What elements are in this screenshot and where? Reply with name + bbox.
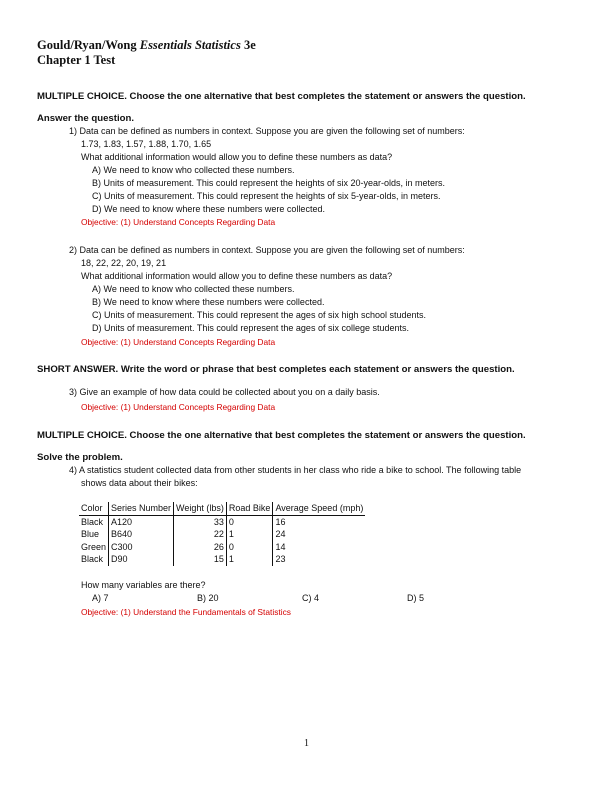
bike-data-table: [79, 502, 365, 566]
table-cell: D90: [109, 553, 174, 566]
table-cell: Blue: [79, 528, 109, 541]
title-authors: Gould/Ryan/Wong: [37, 38, 140, 52]
table-cell: 0: [226, 515, 273, 528]
answer-choice: C) Units of measurement. This could represent the ages of six high school students.: [92, 310, 427, 320]
objective-text: Objective: (1) Understand Concepts Regarding Data: [81, 337, 276, 347]
table-row: [79, 541, 365, 554]
question-number: 3): [69, 387, 78, 397]
question-2: [69, 244, 465, 257]
table-header-row: [79, 502, 365, 515]
chapter-title: Chapter 1 Test: [37, 53, 116, 67]
answer-choices-row: [92, 592, 512, 605]
objective-text: Objective: (1) Understand the Fundamentals of Statistics: [81, 607, 291, 617]
answer-choice: A) We need to know who collected these numbers.: [92, 165, 295, 175]
table-cell: 14: [275, 541, 286, 552]
column-header: Average Speed (mph): [273, 502, 365, 515]
question-stem: Give an example of how data could be collected about you on a daily basis.: [79, 387, 380, 397]
question-number: 4): [69, 465, 78, 475]
objective-text: Objective: (1) Understand Concepts Regarding Data: [81, 402, 276, 412]
section-subheading: Solve the problem.: [37, 452, 123, 463]
document-title: [37, 38, 256, 53]
table-cell: Black: [79, 515, 109, 528]
question-4: [69, 464, 521, 477]
question-stem: Data can be defined as numbers in context. Suppose you are given the following set of numbers:: [79, 126, 465, 136]
question-prompt: What additional information would allow you to define these numbers as data?: [81, 271, 393, 281]
objective-text: Objective: (1) Understand Concepts Regarding Data: [81, 217, 276, 227]
answer-choice: C) 4: [302, 593, 320, 603]
answer-choice: D) 5: [407, 593, 425, 603]
question-prompt: What additional information would allow you to define these numbers as data?: [81, 152, 393, 162]
section-heading-multiple-choice: MULTIPLE CHOICE. Choose the one alternative that best completes the statement or answers the question.: [37, 91, 526, 102]
column-header: Weight (lbs): [174, 502, 227, 515]
table-cell: C300: [109, 541, 174, 554]
answer-choice: B) 20: [197, 593, 219, 603]
table-cell: Green: [79, 541, 109, 554]
table-cell: 33: [174, 515, 227, 528]
question-data: 18, 22, 22, 20, 19, 21: [81, 258, 167, 268]
answer-choice: D) We need to know where these numbers were collected.: [92, 204, 325, 214]
question-data: 1.73, 1.83, 1.57, 1.88, 1.70, 1.65: [81, 139, 212, 149]
table-cell: 23: [275, 554, 286, 565]
table-cell: A120: [109, 515, 174, 528]
question-1: [69, 125, 465, 138]
answer-choice: A) We need to know who collected these numbers.: [92, 284, 295, 294]
question-number: 2): [69, 245, 78, 255]
table-cell: Black: [79, 553, 109, 566]
table-cell: B640: [109, 528, 174, 541]
question-3: [69, 386, 380, 399]
question-prompt: How many variables are there?: [81, 580, 206, 590]
table-cell: 1: [226, 528, 273, 541]
question-stem: A statistics student collected data from other students in her class who ride a bike to school. The following table: [79, 465, 522, 475]
question-number: 1): [69, 126, 78, 136]
table-cell: 1: [226, 553, 273, 566]
section-heading-short-answer: SHORT ANSWER. Write the word or phrase that best completes each statement or answers the question.: [37, 364, 515, 375]
title-edition: 3e: [240, 38, 256, 52]
table-cell: 22: [174, 528, 227, 541]
section-heading-multiple-choice-2: MULTIPLE CHOICE. Choose the one alternative that best completes the statement or answers the question.: [37, 430, 526, 441]
column-header: Series Number: [109, 502, 174, 515]
answer-choice: D) Units of measurement. This could represent the ages of six college students.: [92, 323, 409, 333]
column-header: Road Bike: [226, 502, 273, 515]
table-row: [79, 553, 365, 566]
column-header: Color: [79, 502, 109, 515]
question-stem: Data can be defined as numbers in context. Suppose you are given the following set of numbers:: [79, 245, 465, 255]
answer-choice: A) 7: [92, 593, 109, 603]
answer-choice: B) We need to know where these numbers were collected.: [92, 297, 325, 307]
table-cell: 16: [275, 516, 286, 527]
table-cell: 0: [226, 541, 273, 554]
answer-choice: C) Units of measurement. This could represent the heights of six 5-year-olds, in meters.: [92, 191, 441, 201]
question-stem-continued: shows data about their bikes:: [81, 478, 198, 488]
page-number: 1: [304, 738, 309, 749]
table-cell: 24: [275, 529, 286, 540]
section-subheading: Answer the question.: [37, 113, 135, 124]
table-row: [79, 515, 365, 528]
table-row: [79, 528, 365, 541]
table-cell: 26: [174, 541, 227, 554]
answer-choice: B) Units of measurement. This could represent the heights of six 20-year-olds, in meters.: [92, 178, 445, 188]
table-cell: 15: [174, 553, 227, 566]
title-book: Essentials Statistics: [139, 38, 241, 52]
